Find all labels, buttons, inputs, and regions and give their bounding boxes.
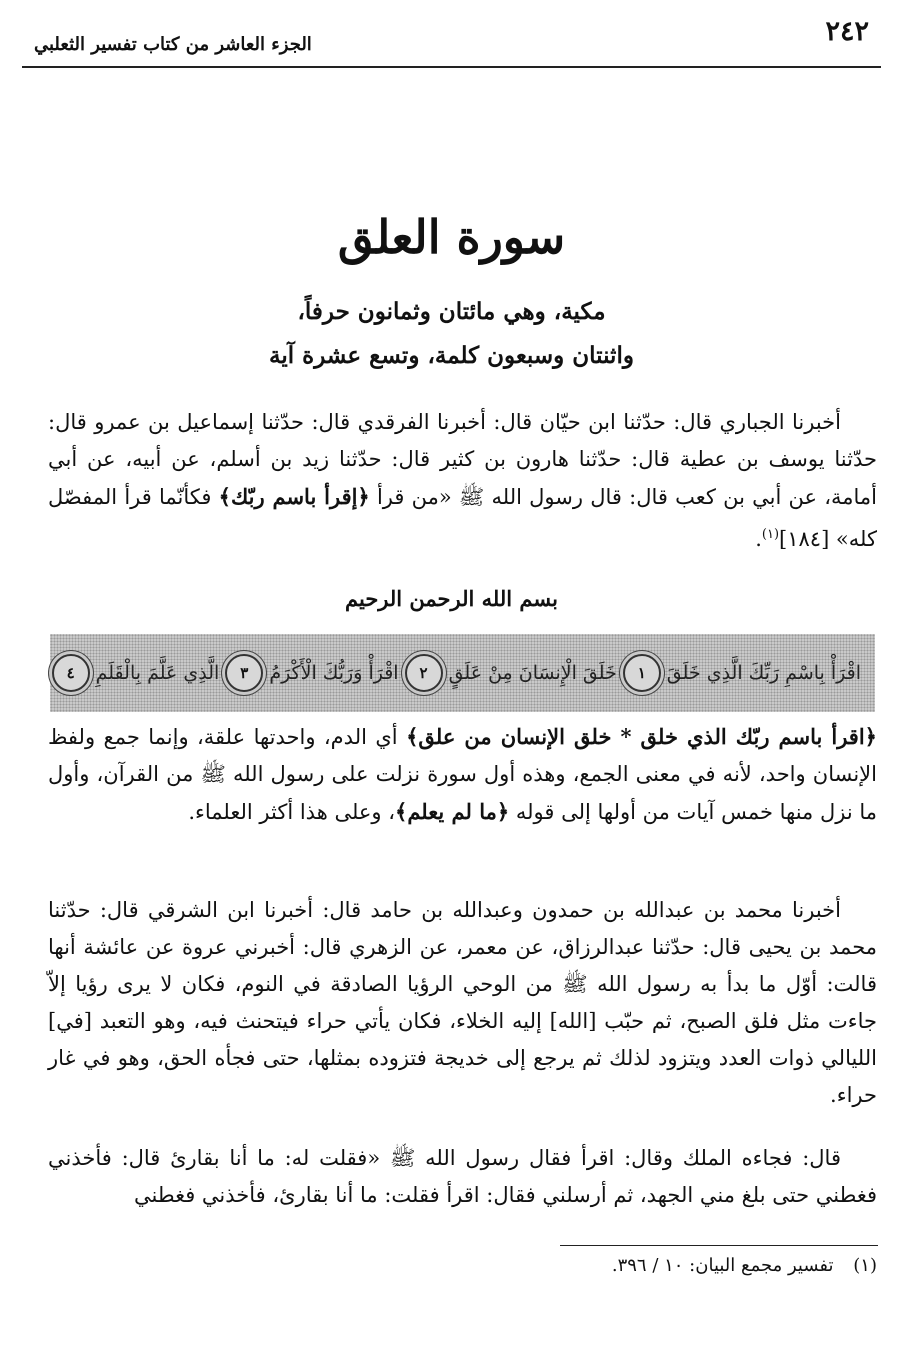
surah-title: سورة العلق: [337, 210, 566, 264]
running-title: الجزء العاشر من كتاب تفسير الثعلبي: [34, 34, 312, 55]
footnote-reference[interactable]: (١): [761, 527, 780, 542]
surah-info: [0, 290, 903, 378]
page-header: [22, 10, 881, 68]
basmala: بسم الله الرحمن الرحيم: [345, 586, 558, 611]
paragraph-text: أخبرنا محمد بن عبدالله بن حمدون وعبدالله بن حامد قال: أخبرنا ابن الشرقي قال: حدّثنا محمد بن يحيى قال: حدّثنا عبدالرزاق، عن معمر، عن الزهري قال: أخبرني عروة عن عائشة أنها قالت: أوّل ما بدأ به رسول الله ﷺ من الوحي الرؤيا الصادقة في النوم، فكان لا يرى رؤيا إلاّ جاءت مثل فلق الصبح، ثم حبّب [الله] إليه الخلاء، فكان يأتي حراء فيتحنث فيه، وهو التعبد [في] الليالي ذوات العدد ويتزود لذلك ثم يرجع إلى خديجة فتزوده بمثلها، حتى فجأه الحق، وهو في غار حراء.: [48, 898, 877, 1107]
paragraph-text: قال: فجاءه الملك وقال: اقرأ فقال رسول الله ﷺ «فقلت له: ما أنا بقارئ قال: فأخذني فغطني حتى بلغ مني الجهد، ثم أرسلني فقال: اقرأ فقلت: ما أنا بقارئ، فأخذني فغطني: [48, 1146, 877, 1207]
paragraph-isnad-2: [48, 892, 877, 1114]
paragraph-tafsir: [48, 718, 877, 831]
footnote-mark: (١): [853, 1255, 877, 1276]
paragraph-hadith: [48, 1140, 877, 1214]
footnote: [612, 1255, 877, 1276]
verse-number-marker: ٤: [52, 654, 90, 692]
quran-verses-band: [50, 634, 875, 712]
verse-text: خَلَقَ الْإِنسَانَ مِنْ عَلَقٍ: [448, 662, 617, 684]
paragraph-text-end: فكأنّما قرأ المفصّل كله» [١٨٤]: [48, 485, 877, 551]
surah-info-line-2: واثنتان وسبعون كلمة، وتسع عشرة آية: [269, 342, 634, 369]
quran-quote: ﴿إقرأ باسم ربّك﴾: [218, 484, 370, 509]
verse-text: الَّذِي عَلَّمَ بِالْقَلَمِ: [95, 662, 220, 684]
footnote-divider: [560, 1245, 878, 1246]
verse-number-marker: ٢: [405, 654, 443, 692]
paragraph-text: أخبرنا الجباري قال: حدّثنا ابن حيّان قال: أخبرنا الفرقدي قال: حدّثنا إسماعيل بن عمرو قال: حدّثنا يوسف بن عطية قال: حدّثنا هارون بن كثير قال: حدّثنا زيد بن أسلم، عن أبيه، عن أبي أمامة، عن أبي بن كعب قال: قال رسول الله ﷺ «من قرأ: [48, 410, 878, 509]
verse-text: اقْرَأْ بِاسْمِ رَبِّكَ الَّذِي خَلَقَ: [666, 662, 861, 684]
quran-quote: ﴿ما لم يعلم﴾: [395, 799, 510, 824]
surah-info-line-1: مكية، وهي مائتان وثمانون حرفاً،: [297, 298, 606, 325]
paragraph-isnad-1: [48, 404, 877, 558]
footnote-text: تفسير مجمع البيان: ١٠ / ٣٩٦.: [611, 1255, 834, 1276]
verse-number-marker: ٣: [225, 654, 263, 692]
verse-text: اقْرَأْ وَرَبُّكَ الْأَكْرَمُ: [269, 662, 399, 684]
page-number: ٢٤٢: [825, 16, 869, 47]
paragraph-text-end: ، وعلى هذا أكثر العلماء.: [188, 800, 396, 824]
paragraph-text: أي الدم، واحدتها علقة، وإنما جمع ولفظ الإنسان واحد، لأنه في معنى الجمع، وهذه أول سورة نزلت على رسول الله ﷺ من القرآن، وأول ما نزل منها خمس آيات من أولها إلى قوله: [48, 725, 877, 824]
quran-quote: ﴿اقرأ باسم ربّك الذي خلق * خلق الإنسان من علق﴾: [406, 724, 877, 749]
paragraph-period: .: [755, 527, 762, 551]
verse-number-marker: ١: [623, 654, 661, 692]
